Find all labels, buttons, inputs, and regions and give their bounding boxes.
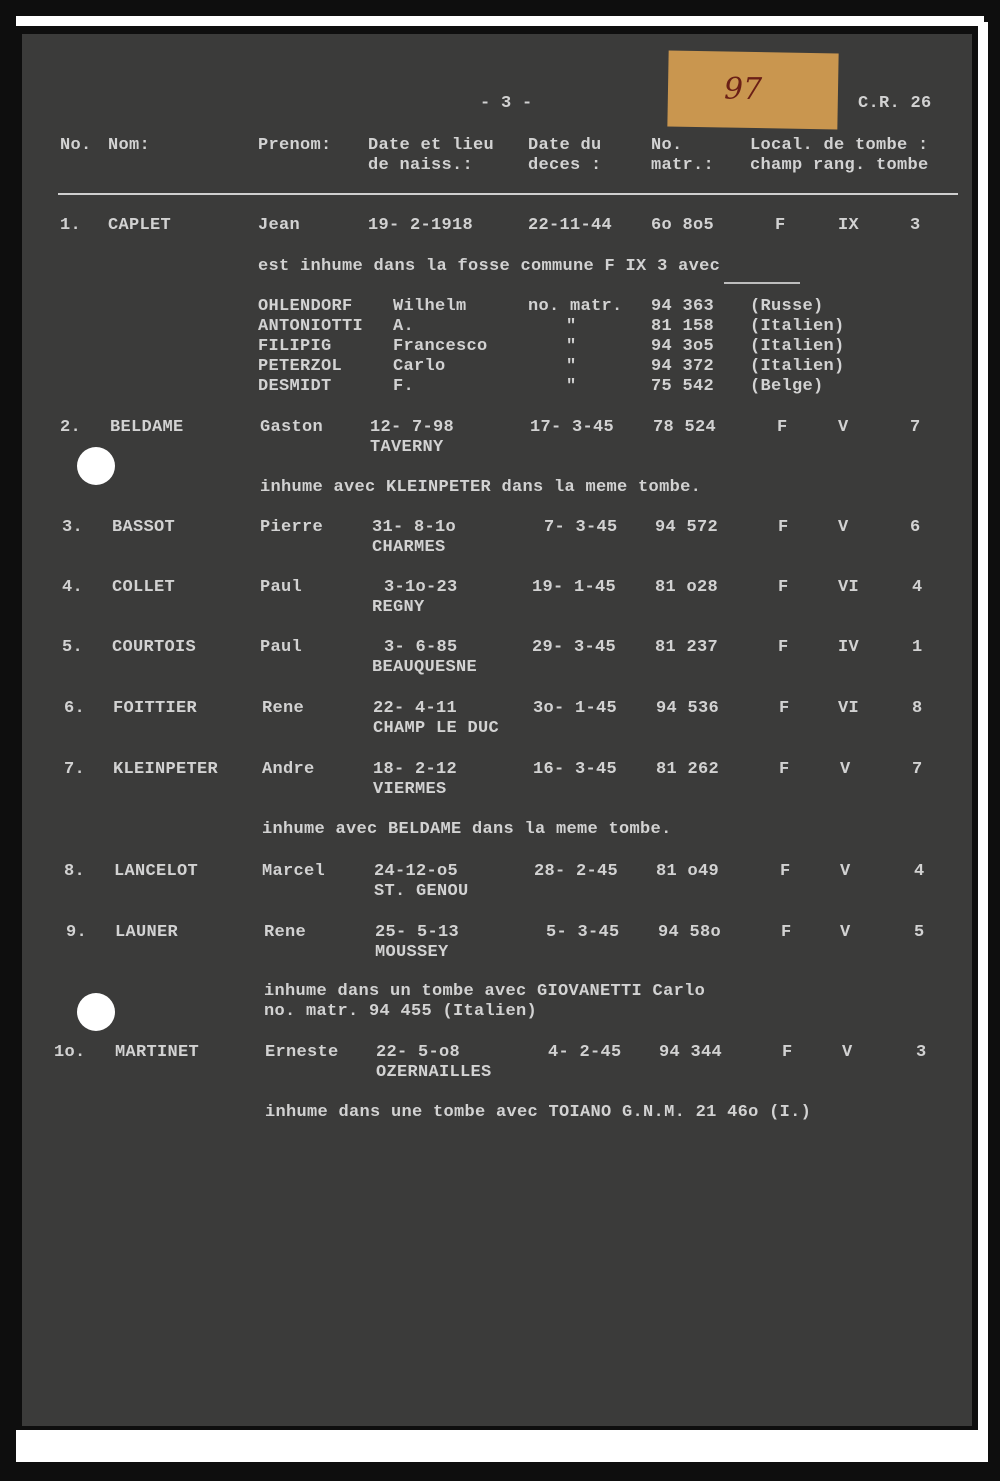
commune-matr-label: " [566, 317, 577, 336]
entry-matricule: 94 572 [655, 518, 719, 537]
note-beldame: inhume avec KLEINPETER dans la meme tombe. [260, 478, 702, 497]
commune-nom: FILIPIG [258, 337, 332, 356]
entry-nom: CAPLET [108, 216, 172, 235]
commune-nationality: (Italien) [750, 337, 845, 356]
entry-no: 9. [66, 923, 88, 942]
entry-deces: 22-11-44 [528, 216, 613, 235]
entry-matricule: 81 237 [655, 638, 719, 657]
entry-deces: 29- 3-45 [532, 638, 617, 657]
entry-lieu: OZERNAILLES [376, 1063, 492, 1082]
scan-border-bottom [16, 1430, 984, 1462]
entry-lieu: CHARMES [372, 538, 446, 557]
commune-nom: ANTONIOTTI [258, 317, 364, 336]
header-deces-1: Date du [528, 136, 602, 155]
entry-tombe: 5 [914, 923, 925, 942]
commune-matr-label: " [566, 357, 577, 376]
entry-matricule: 81 262 [656, 760, 720, 779]
entry-tombe: 7 [912, 760, 923, 779]
entry-rang: VI [838, 578, 860, 597]
entry-lieu: CHAMP LE DUC [373, 719, 500, 738]
entry-champ: F [779, 699, 790, 718]
entry-naissance: 24-12-o5 [374, 862, 459, 881]
entry-rang: V [842, 1043, 853, 1062]
header-prenom: Prenom: [258, 136, 332, 155]
entry-no: 6. [64, 699, 86, 718]
commune-prenom: F. [393, 377, 415, 396]
entry-champ: F [778, 578, 789, 597]
entry-deces: 19- 1-45 [532, 578, 617, 597]
entry-nom: BASSOT [112, 518, 176, 537]
document-reference: C.R. 26 [858, 94, 932, 113]
punch-hole-bottom [77, 993, 115, 1031]
entry-nom: LAUNER [115, 923, 179, 942]
entry-nom: COLLET [112, 578, 176, 597]
entry-matricule: 81 o28 [655, 578, 719, 597]
note-kleinpeter: inhume avec BELDAME dans la meme tombe. [262, 820, 672, 839]
note-launer-line-1: inhume dans un tombe avec GIOVANETTI Carlo [264, 982, 706, 1001]
entry-rang: V [840, 760, 851, 779]
commune-nom: PETERZOL [258, 357, 343, 376]
commune-nationality: (Russe) [750, 297, 824, 316]
commune-matr: 94 372 [651, 357, 715, 376]
entry-lieu: MOUSSEY [375, 943, 449, 962]
entry-no: 7. [64, 760, 86, 779]
entry-rang: IX [838, 216, 860, 235]
entry-naissance: 3-1o-23 [384, 578, 458, 597]
commune-nationality: (Italien) [750, 317, 845, 336]
entry-deces: 28- 2-45 [534, 862, 619, 881]
entry-tombe: 3 [916, 1043, 927, 1062]
commune-matr: 94 363 [651, 297, 715, 316]
note-martinet: inhume dans une tombe avec TOIANO G.N.M. 21 46o (I.) [265, 1103, 812, 1122]
entry-nom: FOITTIER [113, 699, 198, 718]
entry-naissance: 12- 7-98 [370, 418, 455, 437]
entry-deces: 3o- 1-45 [533, 699, 618, 718]
entry-lieu: REGNY [372, 598, 425, 617]
entry-rang: V [838, 418, 849, 437]
commune-matr: 81 158 [651, 317, 715, 336]
commune-nationality: (Italien) [750, 357, 845, 376]
entry-naissance: 22- 5-o8 [376, 1043, 461, 1062]
header-naissance-2: de naiss.: [368, 156, 474, 175]
entry-deces: 16- 3-45 [533, 760, 618, 779]
entry-rang: VI [838, 699, 860, 718]
entry-tombe: 1 [912, 638, 923, 657]
entry-no: 5. [62, 638, 84, 657]
page-marker: - 3 - [480, 94, 533, 113]
entry-prenom: Andre [262, 760, 315, 779]
underline-mark [724, 282, 800, 284]
punch-hole-top [77, 447, 115, 485]
entry-prenom: Rene [262, 699, 305, 718]
header-no: No. [60, 136, 92, 155]
entry-champ: F [777, 418, 788, 437]
entry-prenom: Jean [258, 216, 301, 235]
entry-nom: LANCELOT [114, 862, 199, 881]
entry-prenom: Pierre [260, 518, 324, 537]
entry-deces: 4- 2-45 [548, 1043, 622, 1062]
entry-matricule: 6o 8o5 [651, 216, 715, 235]
header-deces-2: deces : [528, 156, 602, 175]
note-caplet: est inhume dans la fosse commune F IX 3 avec [258, 257, 721, 276]
entry-naissance: 3- 6-85 [384, 638, 458, 657]
header-rule [58, 193, 958, 195]
entry-champ: F [775, 216, 786, 235]
entry-prenom: Paul [260, 578, 303, 597]
entry-prenom: Rene [264, 923, 307, 942]
entry-matricule: 81 o49 [656, 862, 720, 881]
entry-nom: COURTOIS [112, 638, 197, 657]
entry-prenom: Paul [260, 638, 303, 657]
entry-prenom: Marcel [262, 862, 326, 881]
commune-prenom: Francesco [393, 337, 488, 356]
entry-lieu: VIERMES [373, 780, 447, 799]
commune-nom: DESMIDT [258, 377, 332, 396]
scan-border-right [978, 22, 988, 1462]
entry-no: 1. [60, 216, 82, 235]
entry-deces: 7- 3-45 [544, 518, 618, 537]
archive-number: 97 [724, 72, 763, 107]
entry-rang: V [838, 518, 849, 537]
entry-tombe: 7 [910, 418, 921, 437]
entry-champ: F [780, 862, 791, 881]
entry-no: 3. [62, 518, 84, 537]
entry-deces: 17- 3-45 [530, 418, 615, 437]
entry-lieu: TAVERNY [370, 438, 444, 457]
entry-no: 4. [62, 578, 84, 597]
entry-naissance: 18- 2-12 [373, 760, 458, 779]
entry-champ: F [782, 1043, 793, 1062]
entry-matricule: 78 524 [653, 418, 717, 437]
header-matricule-1: No. [651, 136, 683, 155]
entry-deces: 5- 3-45 [546, 923, 620, 942]
entry-rang: IV [838, 638, 860, 657]
entry-champ: F [779, 760, 790, 779]
commune-nationality: (Belge) [750, 377, 824, 396]
entry-tombe: 3 [910, 216, 921, 235]
commune-prenom: Wilhelm [393, 297, 467, 316]
commune-matr-label: " [566, 337, 577, 356]
entry-naissance: 22- 4-11 [373, 699, 458, 718]
entry-champ: F [778, 518, 789, 537]
note-launer-line-2: no. matr. 94 455 (Italien) [264, 1002, 538, 1021]
entry-rang: V [840, 923, 851, 942]
entry-naissance: 31- 8-1o [372, 518, 457, 537]
entry-lieu: BEAUQUESNE [372, 658, 478, 677]
commune-matr-label: no. matr. [528, 297, 623, 316]
header-naissance-1: Date et lieu [368, 136, 495, 155]
entry-nom: BELDAME [110, 418, 184, 437]
entry-prenom: Erneste [265, 1043, 339, 1062]
entry-tombe: 4 [912, 578, 923, 597]
entry-no: 1o. [54, 1043, 86, 1062]
entry-tombe: 8 [912, 699, 923, 718]
entry-nom: KLEINPETER [113, 760, 219, 779]
entry-champ: F [781, 923, 792, 942]
entry-lieu: ST. GENOU [374, 882, 469, 901]
entry-tombe: 6 [910, 518, 921, 537]
entry-prenom: Gaston [260, 418, 324, 437]
header-local-2: champ rang. tombe [750, 156, 929, 175]
entry-naissance: 25- 5-13 [375, 923, 460, 942]
entry-no: 2. [60, 418, 82, 437]
commune-matr: 94 3o5 [651, 337, 715, 356]
entry-matricule: 94 536 [656, 699, 720, 718]
entry-matricule: 94 344 [659, 1043, 723, 1062]
entry-nom: MARTINET [115, 1043, 200, 1062]
entry-naissance: 19- 2-1918 [368, 216, 474, 235]
entry-champ: F [778, 638, 789, 657]
commune-matr: 75 542 [651, 377, 715, 396]
header-local-1: Local. de tombe : [750, 136, 929, 155]
scan-border-top [16, 16, 984, 26]
entry-no: 8. [64, 862, 86, 881]
header-nom: Nom: [108, 136, 151, 155]
header-matricule-2: matr.: [651, 156, 715, 175]
commune-nom: OHLENDORF [258, 297, 353, 316]
commune-prenom: A. [393, 317, 415, 336]
commune-matr-label: " [566, 377, 577, 396]
entry-tombe: 4 [914, 862, 925, 881]
entry-matricule: 94 58o [658, 923, 722, 942]
commune-prenom: Carlo [393, 357, 446, 376]
entry-rang: V [840, 862, 851, 881]
